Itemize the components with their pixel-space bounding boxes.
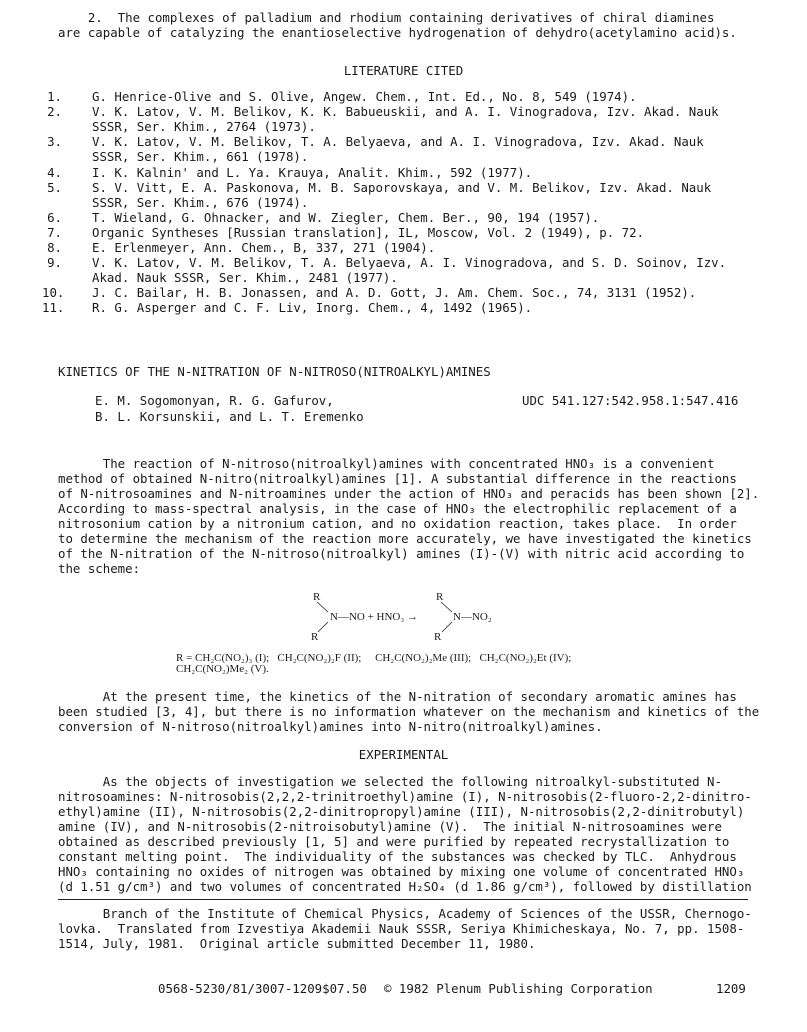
bond-line [317,602,328,612]
scheme-r-top-left: R [313,591,321,603]
reference-text: V. K. Latov, V. M. Belikov, K. K. Babueuskii, and A. I. Vinogradova, Izv. Akad. Nauk [92,104,719,120]
text-line: lovka. Translated from Izvestiya Akademii Nauk SSSR, Seriya Khimicheskaya, No. 7, pp. 1508- [58,921,745,936]
reference-number: 3. [47,134,62,150]
reference-text: SSSR, Ser. Khim., 661 (1978). [92,149,309,165]
reference-number: 7. [47,224,62,240]
text-line: The reaction of N-nitroso(nitroalkyl)amines with concentrated HNO₃ is a convenient [58,456,715,471]
text-line: (d 1.51 g/cm³) and two volumes of concentrated H₂SO₄ (d 1.86 g/cm³), followed by distillation [58,879,752,894]
footnote-paragraph [58,906,758,951]
text-line: constant melting point. The individuality of the substances was checked by TLC. Anhydrous [58,849,737,864]
text-line: method of obtained N-nitro(nitroalkyl)amines [1]. A substantial difference in the reactions [58,471,737,486]
scheme-product-group: N—NO₂ [453,611,492,623]
conclusion-paragraph [58,10,758,40]
text-line: obtained as described previously [1, 5] and were purified by repeated recrystallization to [58,834,730,849]
copyright-notice: © 1982 Plenum Publishing Corporation [384,981,653,996]
text-line: Branch of the Institute of Chemical Physics, Academy of Sciences of the USSR, Chernogo- [58,906,752,921]
experimental-heading: EXPERIMENTAL [358,747,449,762]
authors-line-2: B. L. Korsunskii, and L. T. Eremenko [95,409,364,424]
reference-number: 8. [47,240,62,255]
scheme-definitions-line-1: R = CH₂C(NO₂)₃ (I); CH₂C(NO₂)₂F (II); CH₂C(NO₂)₂Me (III); CH₂C(NO₂)₂Et (IV); [176,652,572,664]
bond-line [318,622,328,632]
reference-text: G. Henrice-Olive and S. Olive, Angew. Chem., Int. Ed., No. 8, 549 (1974). [92,89,637,104]
reference-number: 11. [42,300,65,316]
reference-text: E. Erlenmeyer, Ann. Chem., B, 337, 271 (1904). [92,240,436,255]
reference-text: V. K. Latov, V. M. Belikov, T. A. Belyaeva, and A. I. Vinogradova, Izv. Akad. Nauk [92,134,704,150]
reference-number: 1. [47,89,62,104]
text-line: 2. The complexes of palladium and rhodium containing derivatives of chiral diamines [58,10,715,25]
reference-text: S. V. Vitt, E. A. Paskonova, M. B. Saporovskaya, and V. M. Belikov, Izv. Akad. Nauk [92,179,712,195]
scheme-r-bottom-left: R [311,631,319,643]
scheme-r-top-right: R [436,591,444,603]
reference-number: 4. [47,164,62,180]
text-line: 1514, July, 1981. Original article submitted December 11, 1980. [58,936,536,951]
article-title: KINETICS OF THE N-NITRATION OF N-NITROSO(NITROALKYL)AMINES [58,364,491,379]
text-line: amine (IV), and N-nitrosobis(2-nitroisobutyl)amine (V). The initial N-nitrosoamines were [58,819,722,834]
reference-number: 5. [47,179,62,195]
text-line: nitrosoamines: N-nitrosobis(2,2,2-trinitroethyl)amine (I), N-nitrosobis(2-fluoro-2,2-dinitro- [58,789,752,804]
reference-number: 10. [42,285,65,301]
present-paragraph [58,689,758,734]
intro-paragraph [58,456,758,576]
reference-text: SSSR, Ser. Khim., 2764 (1973). [92,119,316,135]
text-line: of N-nitrosoamines and N-nitroamines under the action of HNO₃ and peracids has been shown [2]. [58,486,760,501]
reference-text: T. Wieland, G. Ohnacker, and W. Ziegler, Chem. Ber., 90, 194 (1957). [92,209,600,225]
scheme-r-bottom-right: R [434,631,442,643]
text-line: ethyl)amine (II), N-nitrosobis(2,2-dinitropropyl)amine (III), N-nitrosobis(2,2-dinitrobutyl) [58,804,745,819]
text-line: the scheme: [58,561,141,576]
text-line: to determine the mechanism of the reaction more accurately, we have investigated the kinetics [58,531,752,546]
text-line: been studied [3, 4], but there is no information whatever on the mechanism and kinetics of the [58,704,760,719]
reference-number: 6. [47,209,62,225]
text-line: At the present time, the kinetics of the N-nitration of secondary aromatic amines has [58,689,737,704]
reference-text: SSSR, Ser. Khim., 676 (1974). [92,194,309,210]
text-line: of the N-nitration of the N-nitroso(nitroalkyl) amines (I)-(V) with nitric acid according to [58,546,745,561]
footnote-divider [58,899,748,900]
reference-text: I. K. Kalnin' and L. Ya. Krauya, Analit. Khim., 592 (1977). [92,164,533,180]
udc-code: UDC 541.127:542.958.1:547.416 [522,393,739,408]
text-line: nitrosonium cation by a nitronium cation, and no oxidation reaction, takes place. In order [58,516,737,531]
literature-heading: LITERATURE CITED [343,63,464,78]
authors-line-1: E. M. Sogomonyan, R. G. Gafurov, [95,393,334,408]
reference-text: Akad. Nauk SSSR, Ser. Khim., 2481 (1977). [92,270,398,286]
text-line: conversion of N-nitroso(nitroalkyl)amines into N-nitro(nitroalkyl)amines. [58,719,603,734]
reference-number: 2. [47,104,62,120]
text-line: According to mass-spectral analysis, in the case of HNO₃ the electrophilic replacement of a [58,501,737,516]
experimental-paragraph [58,774,758,894]
page-number: 1209 [716,981,746,996]
reference-number: 9. [47,255,62,271]
reference-text: J. C. Bailar, H. B. Jonassen, and A. D. Gott, J. Am. Chem. Soc., 74, 3131 (1952). [92,285,697,301]
reference-text: V. K. Latov, V. M. Belikov, T. A. Belyaeva, A. I. Vinogradova, and S. D. Soinov, Izv. [92,255,727,271]
text-line: are capable of catalyzing the enantioselective hydrogenation of dehydro(acetylamino acid)s. [58,25,737,40]
scheme-reactant-group: N—NO + HNO₃ → [330,611,418,623]
reference-text: R. G. Asperger and C. F. Liv, Inorg. Chem., 4, 1492 (1965). [92,300,533,316]
article-code: 0568-5230/81/3007-1209$07.50 [158,981,367,996]
scheme-definitions-line-2: CH₂C(NO₂)Me₂ (V). [176,663,269,675]
text-line: As the objects of investigation we selected the following nitroalkyl-substituted N- [58,774,722,789]
text-line: HNO₃ containing no oxides of nitrogen was obtained by mixing one volume of concentrated HNO₃ [58,864,745,879]
bond-line [442,622,452,632]
reference-text: Organic Syntheses [Russian translation], IL, Moscow, Vol. 2 (1949), p. 72. [92,224,645,240]
